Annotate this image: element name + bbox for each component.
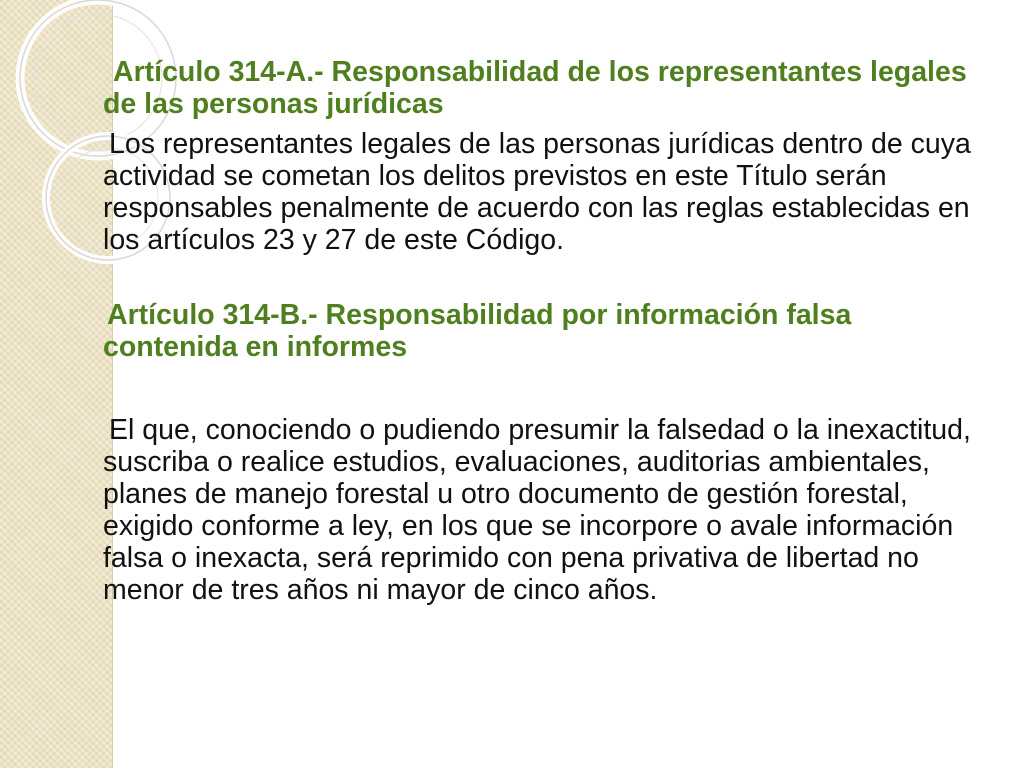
slide-content [103, 56, 983, 606]
article-314a-body: Los representantes legales de las personas jurídicas dentro de cuya actividad se cometan los delitos previstos en este Título serán responsables penalmente de acuerdo con las reglas establecidas en los artículos 23 y 27 de este Código. [103, 128, 971, 256]
article-314a-heading: Artículo 314-A.- Responsabilidad de los representantes legales de las personas jurídicas [103, 56, 967, 120]
article-314b-body: El que, conociendo o pudiendo presumir la falsedad o la inexactitud, suscriba o realice estudios, evaluaciones, auditorias ambientales, planes de manejo forestal u otro documento de gestión forestal, exigido conforme a ley, en los que se incorpore o avale información falsa o inexacta, será reprimido con pena privativa de libertad no menor de tres años ni mayor de cinco años. [103, 414, 971, 606]
article-314b-heading: Artículo 314-B.- Responsabilidad por información falsa contenida en informes [103, 299, 852, 363]
